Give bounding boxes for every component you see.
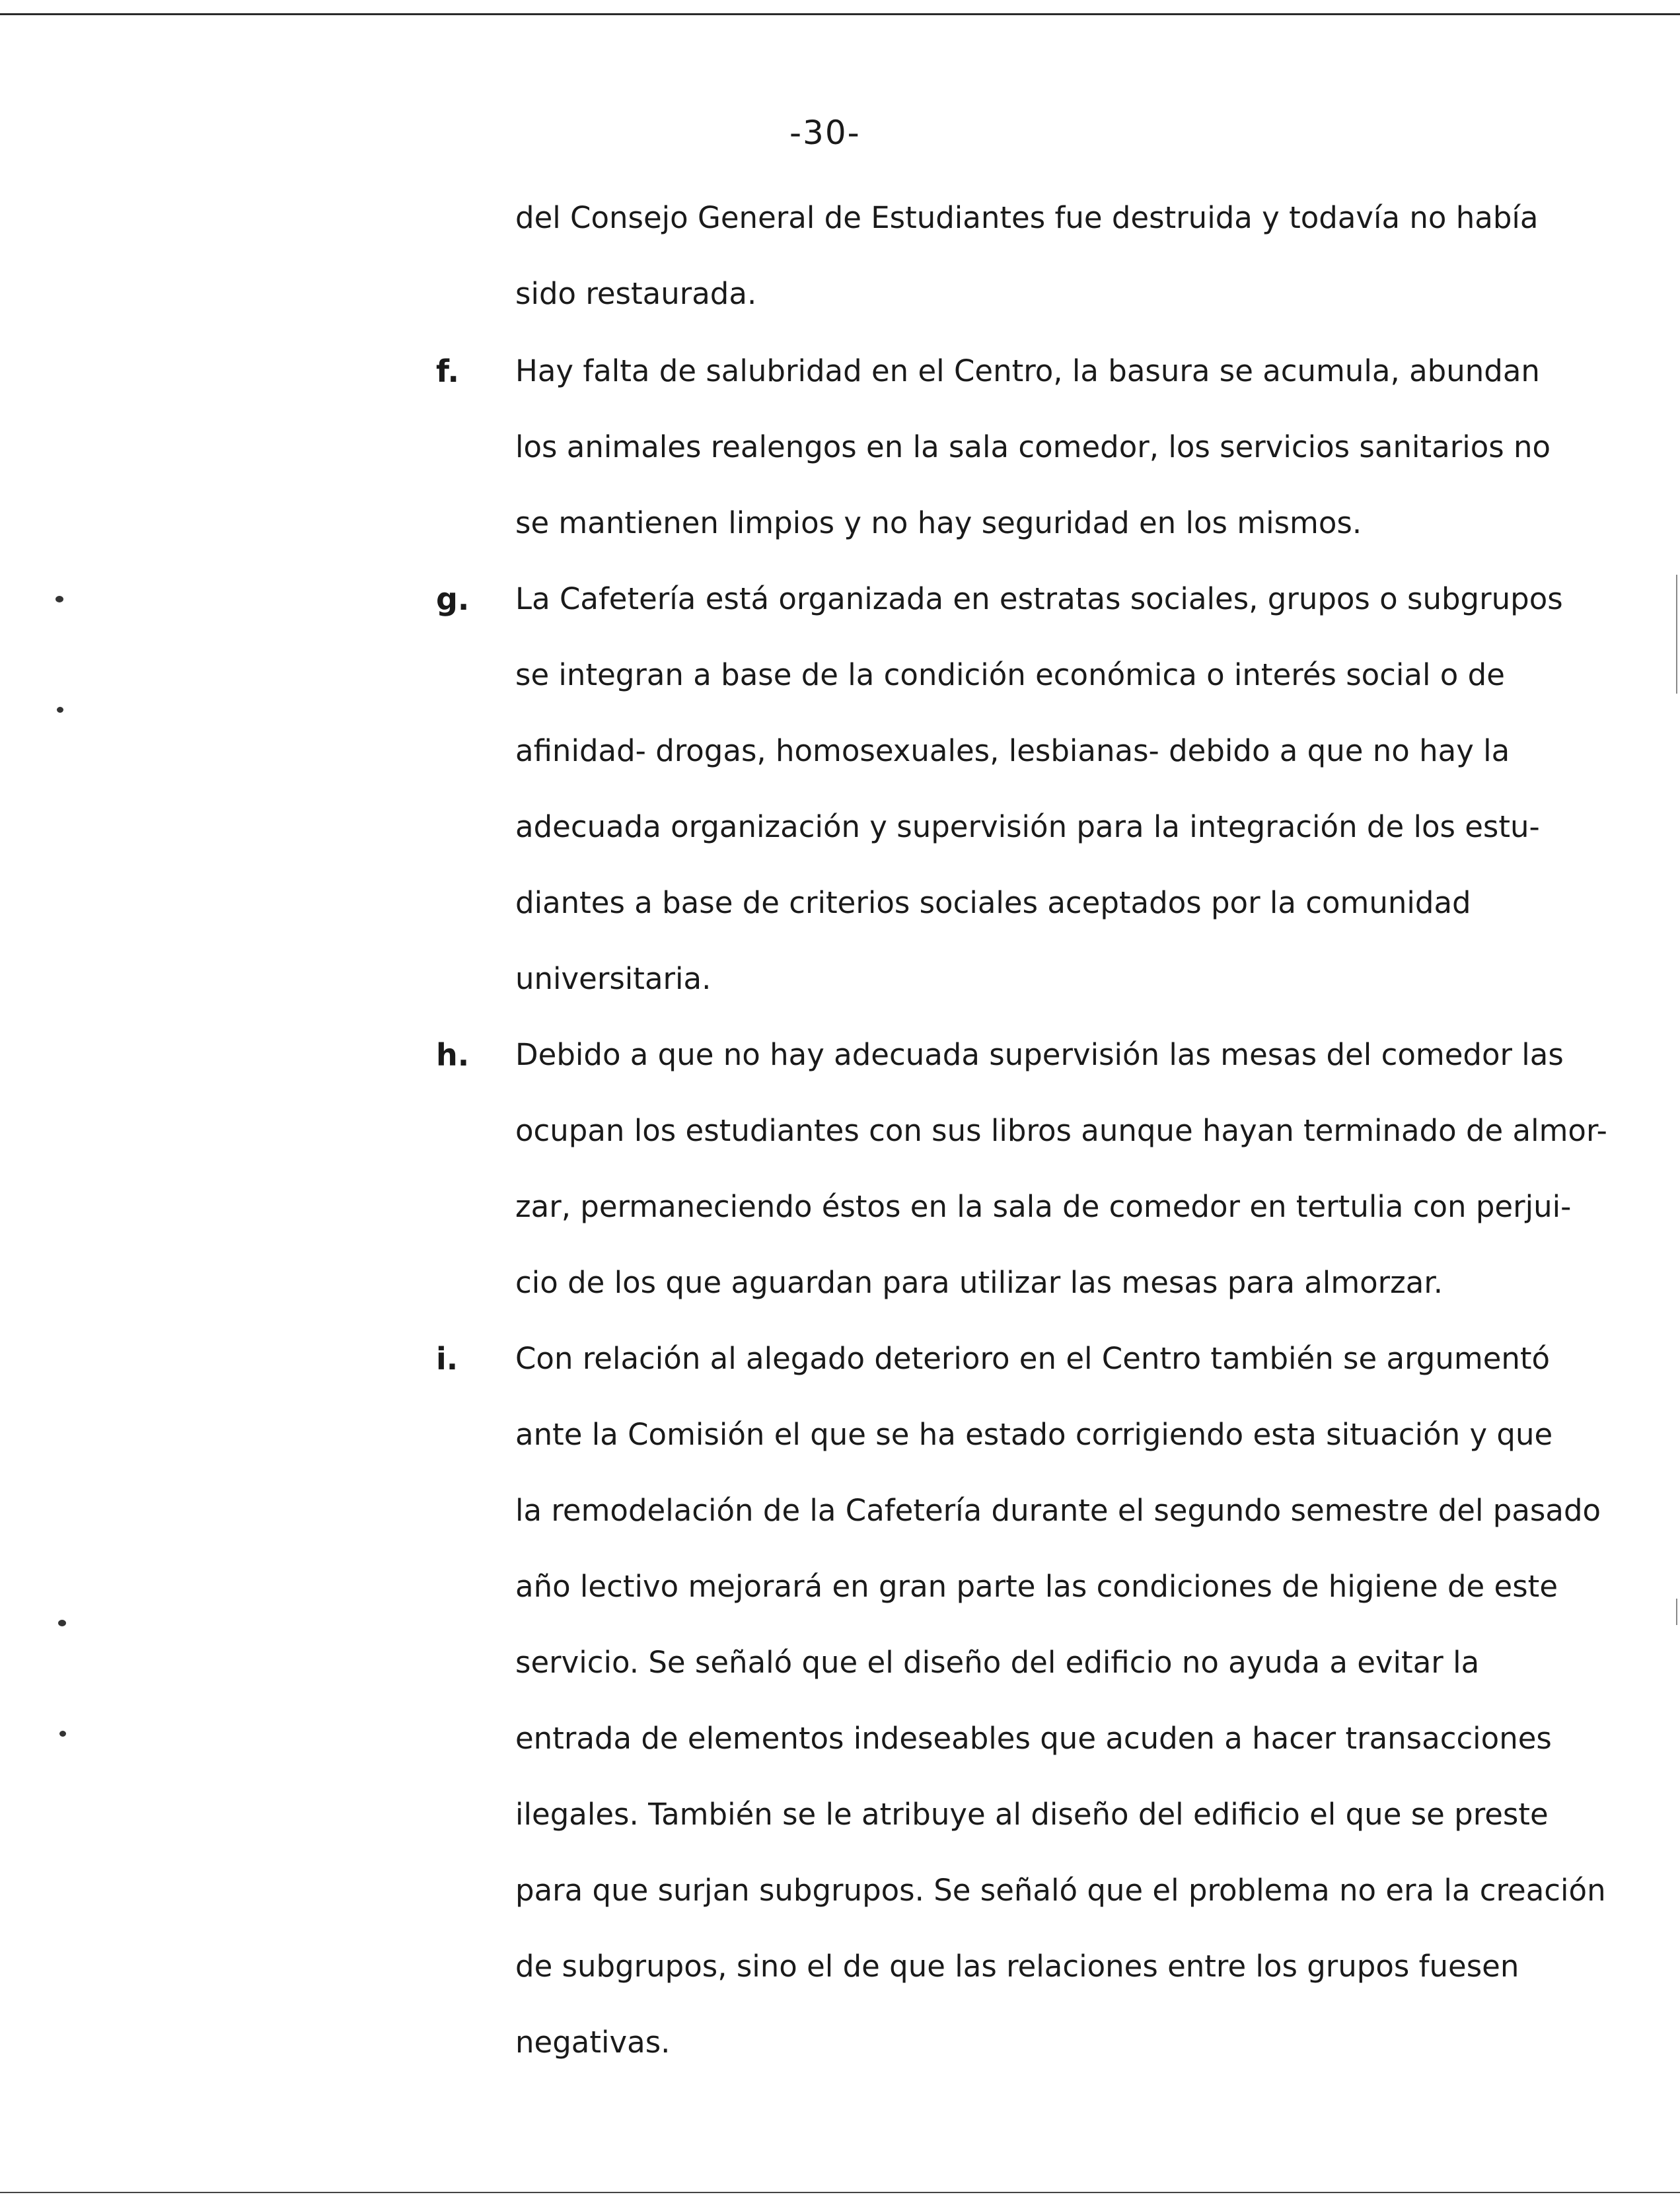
text-line: cio de los que aguardan para utilizar las mesas para almorzar. bbox=[515, 1265, 1443, 1300]
text-line: sido restaurada. bbox=[515, 276, 757, 311]
text-line: de subgrupos, sino el de que las relaciones entre los grupos fuesen bbox=[515, 1949, 1519, 1984]
text-line: los animales realengos en la sala comedor, los servicios sanitarios no bbox=[515, 429, 1551, 464]
bottom-rule bbox=[0, 2192, 1680, 2193]
text-line: ilegales. También se le atribuye al diseño del edificio el que se preste bbox=[515, 1797, 1549, 1832]
text-line: Debido a que no hay adecuada supervisión las mesas del comedor las bbox=[515, 1037, 1564, 1072]
top-rule bbox=[0, 13, 1680, 15]
scan-speck bbox=[55, 596, 63, 602]
item-letter-i: i. bbox=[436, 1341, 458, 1377]
text-line: afinidad- drogas, homosexuales, lesbianas- debido a que no hay la bbox=[515, 733, 1510, 768]
text-line: Hay falta de salubridad en el Centro, la basura se acumula, abundan bbox=[515, 353, 1540, 388]
text-line: entrada de elementos indeseables que acuden a hacer transacciones bbox=[515, 1721, 1552, 1756]
text-line: del Consejo General de Estudiantes fue destruida y todavía no había bbox=[515, 200, 1539, 235]
text-line: para que surjan subgrupos. Se señaló que el problema no era la creación bbox=[515, 1873, 1606, 1908]
scan-speck bbox=[58, 1620, 66, 1626]
text-line: La Cafetería está organizada en estratas sociales, grupos o subgrupos bbox=[515, 581, 1563, 616]
item-letter-h: h. bbox=[436, 1037, 470, 1073]
scan-speck bbox=[57, 707, 63, 713]
text-line: servicio. Se señaló que el diseño del edificio no ayuda a evitar la bbox=[515, 1645, 1480, 1680]
text-line: universitaria. bbox=[515, 961, 712, 996]
page-number: -30- bbox=[789, 114, 861, 152]
text-line: año lectivo mejorará en gran parte las condiciones de higiene de este bbox=[515, 1569, 1558, 1604]
page-edge-mark bbox=[1676, 1599, 1677, 1625]
text-line: negativas. bbox=[515, 2025, 671, 2060]
page-edge-mark bbox=[1676, 575, 1677, 694]
text-line: diantes a base de criterios sociales aceptados por la comunidad bbox=[515, 885, 1471, 920]
item-letter-f: f. bbox=[436, 353, 459, 389]
text-line: ante la Comisión el que se ha estado corrigiendo esta situación y que bbox=[515, 1417, 1553, 1452]
text-line: se integran a base de la condición económica o interés social o de bbox=[515, 657, 1505, 692]
text-line: se mantienen limpios y no hay seguridad en los mismos. bbox=[515, 505, 1362, 540]
text-line: Con relación al alegado deterioro en el Centro también se argumentó bbox=[515, 1341, 1551, 1376]
text-line: zar, permaneciendo éstos en la sala de comedor en tertulia con perjui- bbox=[515, 1189, 1572, 1224]
scan-speck bbox=[59, 1731, 66, 1737]
item-letter-g: g. bbox=[436, 581, 470, 617]
text-line: adecuada organización y supervisión para la integración de los estu- bbox=[515, 809, 1540, 844]
text-line: la remodelación de la Cafetería durante el segundo semestre del pasado bbox=[515, 1493, 1601, 1528]
text-line: ocupan los estudiantes con sus libros aunque hayan terminado de almor- bbox=[515, 1113, 1607, 1148]
